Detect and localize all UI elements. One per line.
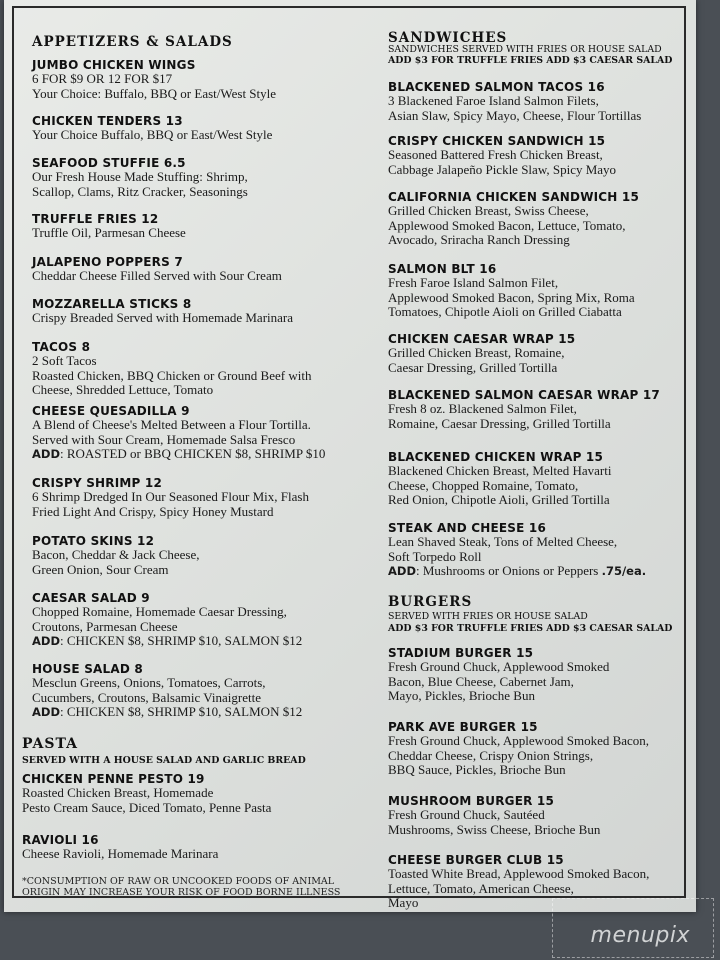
addon-line — [32, 447, 325, 462]
menu-item-name: CHEESE QUESADILLA 9 — [32, 404, 190, 418]
menu-item — [388, 794, 600, 837]
description-line: Mayo — [388, 895, 419, 910]
burgers-addon-note: ADD $3 FOR TRUFFLE FRIES ADD $3 CAESAR SALAD — [388, 623, 673, 634]
menu-item — [32, 662, 302, 720]
description-line: Caesar Dressing, Grilled Tortilla — [388, 359, 558, 375]
description-line: 6 Shrimp Dredged In Our Seasoned Flour Mix, Flash — [32, 489, 309, 504]
description-line: Cheddar Cheese, Crispy Onion Strings, — [388, 747, 594, 763]
addon-text: : Mushrooms or Onions or Peppers — [416, 563, 602, 578]
description-line: Fresh Ground Chuck, Sautéed — [388, 807, 545, 822]
menu-item-description — [32, 605, 302, 649]
description-line: Cheese, Chopped Romaine, Tomato, — [388, 477, 579, 493]
pasta-note: SERVED WITH A HOUSE SALAD AND GARLIC BREAD — [22, 755, 306, 766]
menu-item-description — [388, 464, 611, 508]
menu-item — [388, 190, 639, 248]
menu-item — [22, 772, 271, 815]
menu-item — [32, 114, 272, 143]
menu-item-name: CALIFORNIA CHICKEN SANDWICH 15 — [388, 190, 640, 204]
description-line: Grilled Chicken Breast, Swiss Cheese, — [388, 203, 589, 218]
description-line: Fresh 8 oz. Blackened Salmon Filet, — [388, 401, 577, 416]
menu-item-name: MUSHROOM BURGER 15 — [388, 794, 555, 808]
description-line: Avocado, Sriracha Ranch Dressing — [388, 232, 570, 247]
description-line: Chopped Romaine, Homemade Caesar Dressing, — [32, 604, 287, 619]
description-line: Crispy Breaded Served with Homemade Marinara — [32, 310, 294, 325]
menu-item-description — [32, 311, 293, 326]
menu-item — [32, 534, 200, 577]
menu-item-name: SALMON BLT 16 — [388, 262, 497, 276]
addon-text: : ROASTED or BBQ CHICKEN $8, SHRIMP $10 — [60, 446, 326, 461]
addon-label: ADD — [32, 634, 60, 648]
menu-item-name: SEAFOOD STUFFIE 6.5 — [32, 156, 186, 170]
menu-item-description — [32, 418, 325, 462]
addon-line — [32, 705, 302, 720]
sandwiches-note: SANDWICHES SERVED WITH FRIES OR HOUSE SALAD — [388, 44, 662, 55]
description-line: Blackened Chicken Breast, Melted Havarti — [388, 463, 612, 478]
addon-text: : CHICKEN $8, SHRIMP $10, SALMON $12 — [60, 633, 303, 648]
description-line: 3 Blackened Faroe Island Salmon Filets, — [388, 93, 599, 108]
description-line: Mayo, Pickles, Brioche Bun — [388, 688, 535, 703]
menu-item-name: BLACKENED SALMON CAESAR WRAP 17 — [388, 388, 660, 402]
menu-item-description — [22, 847, 218, 862]
description-line: Lean Shaved Steak, Tons of Melted Cheese, — [388, 534, 618, 549]
disclaimer-line: *CONSUMPTION OF RAW OR UNCOOKED FOODS OF ANIMAL — [22, 876, 335, 887]
menu-item-description — [32, 72, 276, 101]
addon-label: ADD — [32, 705, 60, 719]
description-line: Lettuce, Tomato, American Cheese, — [388, 880, 574, 896]
description-line: Cheese, Shredded Lettuce, Tomato — [32, 382, 214, 397]
description-line: Bacon, Cheddar & Jack Cheese, — [32, 547, 200, 562]
description-line: Asian Slaw, Spicy Mayo, Cheese, Flour Tortillas — [388, 107, 642, 123]
menu-item-description — [32, 354, 311, 398]
description-line: Bacon, Blue Cheese, Cabernet Jam, — [388, 673, 574, 689]
menu-item — [32, 58, 276, 101]
description-line: Cheddar Cheese Filled Served with Sour Cream — [32, 268, 282, 283]
description-line: Toasted White Bread, Applewood Smoked Bacon, — [388, 866, 650, 881]
description-line: Seasoned Battered Fresh Chicken Breast, — [388, 147, 603, 162]
menu-item-name: JALAPENO POPPERS 7 — [32, 255, 183, 269]
menu-item — [388, 450, 611, 508]
menu-item-description — [388, 535, 646, 579]
watermark-logo: menupix — [590, 923, 690, 948]
menu-item-name: JUMBO CHICKEN WINGS — [32, 58, 196, 72]
description-line: Soft Torpedo Roll — [388, 548, 482, 564]
addon-price: .75/ea. — [601, 564, 647, 578]
menu-item-name: MOZZARELLA STICKS 8 — [32, 297, 192, 311]
description-line: Roasted Chicken, BBQ Chicken or Ground Beef with — [32, 367, 312, 383]
description-line: Grilled Chicken Breast, Romaine, — [388, 345, 565, 360]
menu-item — [32, 156, 248, 199]
description-line: Your Choice Buffalo, BBQ or East/West Style — [32, 127, 273, 142]
menu-item-description — [32, 676, 302, 720]
menu-item-description — [388, 94, 641, 123]
menu-item-name: HOUSE SALAD 8 — [32, 662, 143, 676]
description-line: A Blend of Cheese's Melted Between a Flour Tortilla. — [32, 417, 311, 432]
menu-item-description — [388, 402, 660, 431]
description-line: Cabbage Jalapeño Pickle Slaw, Spicy Mayo — [388, 161, 617, 177]
description-line: Your Choice: Buffalo, BBQ or East/West Style — [32, 85, 277, 101]
menu-item-name: STADIUM BURGER 15 — [388, 646, 534, 660]
menu-item-description — [388, 204, 639, 248]
description-line: 6 FOR $9 OR 12 FOR $17 — [32, 71, 173, 86]
menu-item — [388, 332, 575, 375]
addon-label: ADD — [388, 564, 416, 578]
menu-item — [388, 80, 641, 123]
description-line: Served with Sour Cream, Homemade Salsa Fresco — [32, 431, 296, 447]
description-line: Scallop, Clams, Ritz Cracker, Seasonings — [32, 183, 248, 199]
menu-item-name: PARK AVE BURGER 15 — [388, 720, 538, 734]
addon-label: ADD — [32, 447, 60, 461]
menu-item — [32, 404, 325, 462]
menu-item-name: CHICKEN PENNE PESTO 19 — [22, 772, 205, 786]
menu-item-description — [32, 226, 186, 241]
description-line: Mesclun Greens, Onions, Tomatoes, Carrots, — [32, 675, 266, 690]
appetizers-title: APPETIZERS & SALADS — [32, 34, 233, 50]
description-line: Applewood Smoked Bacon, Lettuce, Tomato, — [388, 217, 626, 233]
description-line: Croutons, Parmesan Cheese — [32, 618, 178, 634]
menu-item-description — [32, 170, 248, 199]
menu-item-description — [22, 786, 271, 815]
menu-item — [32, 255, 282, 284]
menu-item-name: STEAK AND CHEESE 16 — [388, 521, 547, 535]
description-line: Truffle Oil, Parmesan Cheese — [32, 225, 186, 240]
description-line: Mushrooms, Swiss Cheese, Brioche Bun — [388, 821, 601, 837]
description-line: Fresh Ground Chuck, Applewood Smoked — [388, 659, 610, 674]
menu-item — [32, 340, 311, 398]
menu-item-description — [388, 660, 609, 704]
menu-item-name: POTATO SKINS 12 — [32, 534, 155, 548]
menu-item-name: CAESAR SALAD 9 — [32, 591, 150, 605]
menu-item-description — [388, 734, 649, 778]
description-line: 2 Soft Tacos — [32, 353, 97, 368]
description-line: Applewood Smoked Bacon, Spring Mix, Roma — [388, 289, 635, 305]
description-line: Fresh Ground Chuck, Applewood Smoked Bacon, — [388, 733, 650, 748]
menu-item — [32, 297, 293, 326]
description-line: Fresh Faroe Island Salmon Filet, — [388, 275, 559, 290]
disclaimer-line: ORIGIN MAY INCREASE YOUR RISK OF FOOD BORNE ILLNESS — [22, 887, 341, 898]
description-line: Cheese Ravioli, Homemade Marinara — [22, 846, 219, 861]
menu-item-name: TRUFFLE FRIES 12 — [32, 212, 159, 226]
menu-item-description — [32, 269, 282, 284]
burgers-title: BURGERS — [388, 594, 473, 610]
description-line: Roasted Chicken Breast, Homemade — [22, 785, 214, 800]
menu-item-description — [388, 148, 616, 177]
menu-item-description — [388, 346, 575, 375]
menu-item-description — [388, 808, 600, 837]
description-line: Pesto Cream Sauce, Diced Tomato, Penne Pasta — [22, 799, 272, 815]
menu-item — [32, 212, 186, 241]
addon-text: : CHICKEN $8, SHRIMP $10, SALMON $12 — [60, 704, 303, 719]
food-disclaimer — [22, 876, 362, 898]
menu-item-name: RAVIOLI 16 — [22, 833, 99, 847]
description-line: BBQ Sauce, Pickles, Brioche Bun — [388, 762, 566, 777]
description-line: Tomatoes, Chipotle Aioli on Grilled Ciabatta — [388, 304, 622, 319]
description-line: Cucumbers, Croutons, Balsamic Vinaigrette — [32, 689, 261, 705]
menu-item-name: CHICKEN CAESAR WRAP 15 — [388, 332, 576, 346]
menu-item — [388, 388, 660, 431]
pasta-title: PASTA — [22, 736, 78, 752]
menu-item-description — [388, 276, 635, 320]
menu-item-name: CHICKEN TENDERS 13 — [32, 114, 183, 128]
description-line: Red Onion, Chipotle Aioli, Grilled Tortilla — [388, 492, 610, 507]
description-line: Green Onion, Sour Cream — [32, 561, 169, 577]
menu-item-name: BLACKENED SALMON TACOS 16 — [388, 80, 605, 94]
menu-item-description — [32, 490, 309, 519]
burgers-note: SERVED WITH FRIES OR HOUSE SALAD — [388, 611, 588, 622]
menu-item — [388, 720, 649, 778]
sandwiches-addon-note: ADD $3 FOR TRUFFLE FRIES ADD $3 CAESAR SALAD — [388, 55, 673, 66]
menu-item-description — [32, 548, 200, 577]
menu-item — [32, 476, 309, 519]
menu-page — [4, 0, 696, 912]
addon-line — [388, 564, 646, 579]
menu-item — [388, 262, 635, 320]
menu-item-name: BLACKENED CHICKEN WRAP 15 — [388, 450, 604, 464]
menu-item-name: CRISPY CHICKEN SANDWICH 15 — [388, 134, 606, 148]
sandwiches-title: SANDWICHES — [388, 30, 508, 46]
menu-item-name: TACOS 8 — [32, 340, 91, 354]
menu-item-description — [32, 128, 272, 143]
menu-item — [388, 521, 646, 579]
menu-item-name: CRISPY SHRIMP 12 — [32, 476, 163, 490]
menu-item — [388, 134, 616, 177]
description-line: Fried Light And Crispy, Spicy Honey Mustard — [32, 503, 274, 519]
addon-line — [32, 634, 302, 649]
description-line: Romaine, Caesar Dressing, Grilled Tortilla — [388, 415, 611, 431]
menu-item — [32, 591, 302, 649]
menu-item — [22, 833, 218, 862]
description-line: Our Fresh House Made Stuffing: Shrimp, — [32, 169, 248, 184]
menu-item-name: CHEESE BURGER CLUB 15 — [388, 853, 564, 867]
menu-item — [388, 646, 609, 704]
